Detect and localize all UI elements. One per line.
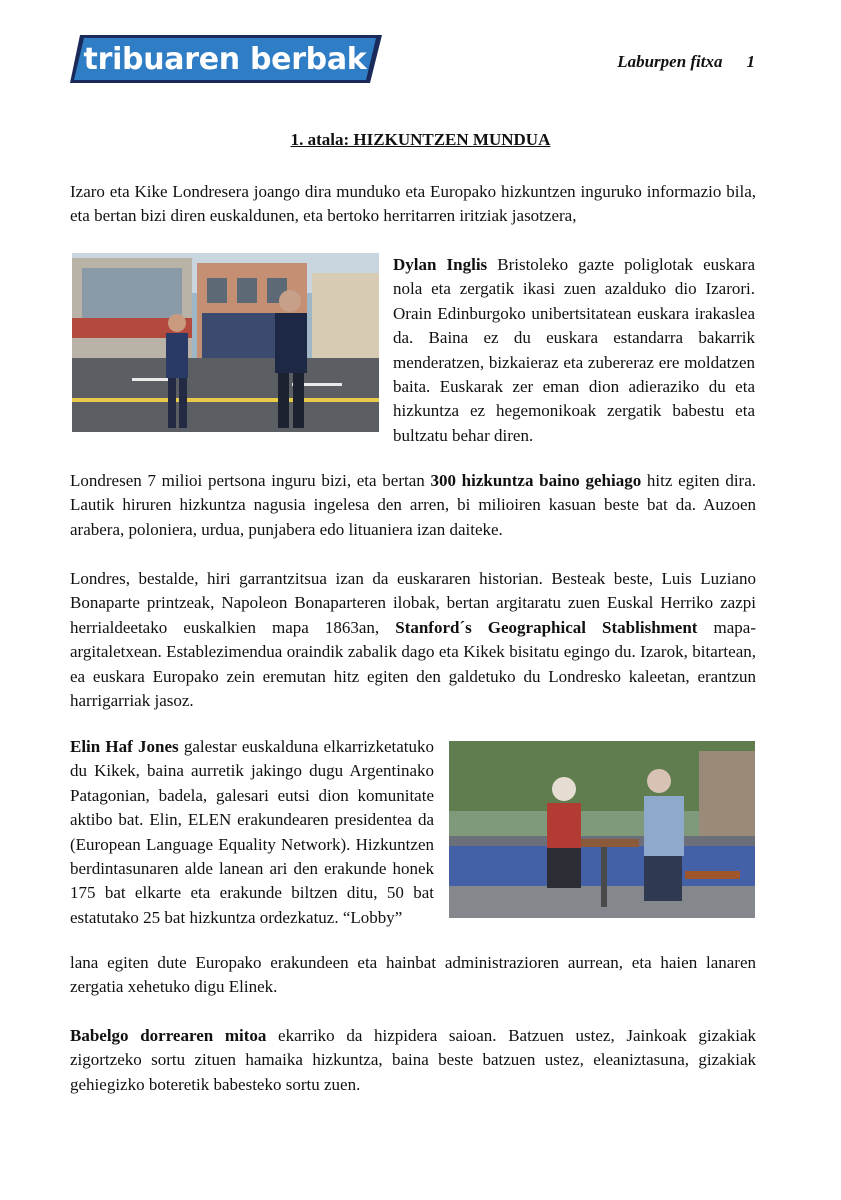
photo-cafe-interview bbox=[449, 741, 755, 918]
history-text-a: Londres, bestalde, hiri garrantzitsua izan da euskararen historian. Besteak beste, Luis Luziano Bonaparte printzeak, Napoleon Bonaparteren ilobak, bertan argitaratu zuen Euskal Herriko zazpi herrialdeetako euskalkien mapa 1863an, bbox=[70, 569, 756, 637]
babel-bold: Babelgo dorrearen mitoa bbox=[70, 1026, 267, 1045]
history-bold: Stanford´s Geographical Stablishment bbox=[395, 617, 698, 637]
photo-street-interview bbox=[72, 253, 379, 432]
logo-text: tribuaren berbak bbox=[83, 41, 367, 77]
elin-continuation: lana egiten dute Europako erakundeen eta hainbat administrazioren aurrean, eta haien lanaren zergatia xehetuko digu Elinek. bbox=[70, 953, 756, 997]
london-text-b: hitz egiten dira. Lautik hiruren hizkuntza nagusia ingelesa den arren, bi milioiren kasuan beste bat da. Auzoen arabera, poloniera, urdua, punjabera edo lituaniera izan daiteke. bbox=[70, 471, 757, 539]
intro-paragraph: Izaro eta Kike Londresera joango dira munduko eta Europako hizkuntzen inguruko informazio bila, eta bertan bizi diren euskaldunen, eta bertoko herritarren iritziak jasotzera, bbox=[70, 182, 756, 226]
london-bold: 300 hizkuntza baino gehiago bbox=[430, 471, 642, 490]
london-text-a: Londresen 7 milioi pertsona inguru bizi, eta bertan bbox=[70, 471, 431, 490]
document-type: Laburpen fitxa bbox=[617, 52, 723, 71]
dylan-name: Dylan Inglis bbox=[393, 255, 488, 274]
page-title: 1. atala: HIZKUNTZEN MUNDUA bbox=[290, 130, 551, 149]
elin-side-text: galestar euskalduna elkarrizketatuko du Kikek, baina aurretik jakingo dugu Argentinako Patagonian, badela, galesari eutsi dion komunitate aktibo bat. Elin, ELEN erakundearen presidentea da (European Language Equality Network). Hizkuntzen berdintasunaren alde lanean ari den erakunde honek 175 bat elkarte eta erakunde biltzen ditu, 50 bat estatutako 25 bat hizkuntza ordezkatuz. “Lobby” bbox=[70, 737, 434, 927]
header-info bbox=[617, 52, 755, 72]
page-number: 1 bbox=[746, 52, 755, 71]
elin-name: Elin Haf Jones bbox=[70, 737, 179, 756]
history-text-b: mapa-argitaletxean. Establezimendua oraindik zabalik dago eta Kikek bisitatu egingo du. Izarok, bitartean, ea euskara Europako zein eremutan hitz egiten den galdetuko du Londresko kaleetan, erantzun harrigarriak jasoz. bbox=[70, 617, 756, 711]
dylan-paragraph bbox=[393, 253, 755, 448]
babel-text: ekarriko da hizpidera saioan. Batzuen ustez, Jainkoak gizakiak zigortzeko sortu zituen hamaika hizkuntza, baina beste batzuen ustez, eleaniztasuna, gizakiak gehiegizko boteretik babesteko sortu zuen. bbox=[70, 1026, 756, 1094]
elin-paragraph bbox=[70, 735, 434, 930]
london-paragraph bbox=[70, 469, 756, 542]
babel-paragraph bbox=[70, 1024, 756, 1097]
history-paragraph bbox=[70, 567, 756, 713]
tribuaren-berbak-logo bbox=[70, 33, 382, 85]
dylan-text: Bristoleko gazte poliglotak euskara nola eta zergatik ikasi zuen azalduko dio Izarori. Orain Edinburgoko unibertsitatean euskara irakaslea da. Baina ez du euskara estandarra bakarrik menderatzen, bizkaieraz eta zubereraz ere moldatzen baita. Euskarak zer eman dion adieraziko du eta hizkuntza ez hegemonikoak zergatik babestu eta bultzatu behar diren. bbox=[393, 255, 756, 445]
